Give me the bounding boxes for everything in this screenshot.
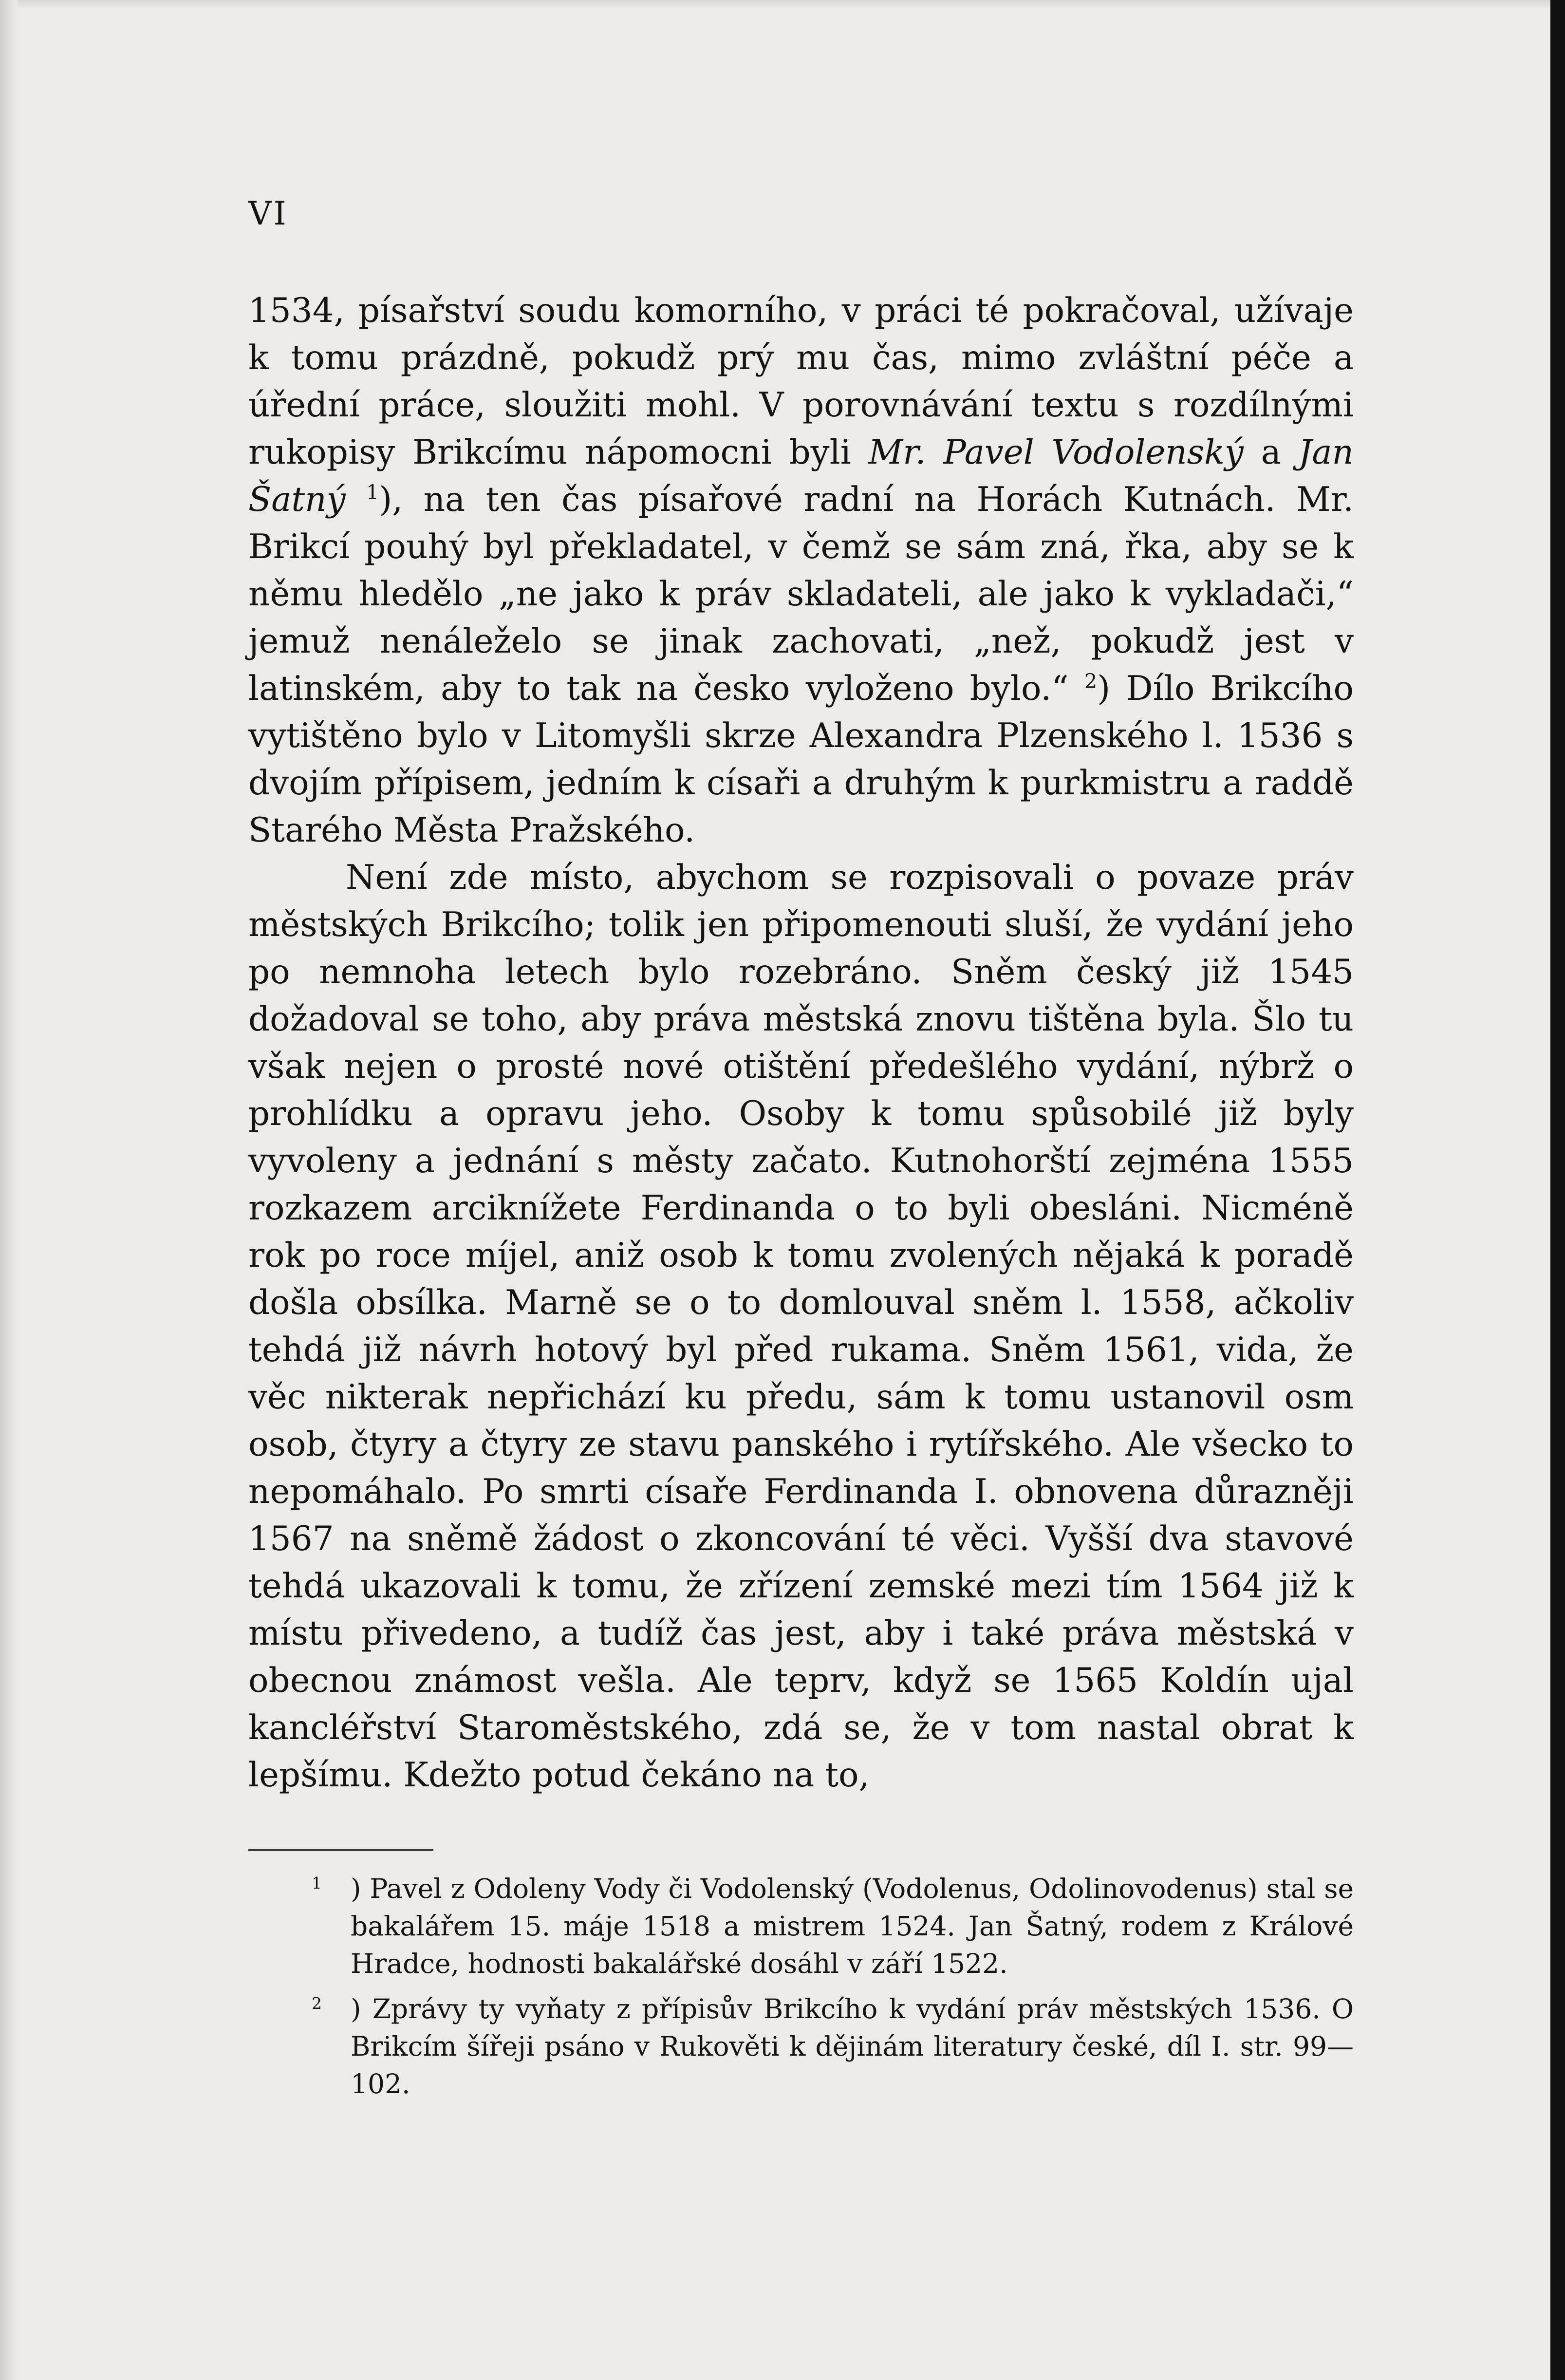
footnote-ref-2: 2 — [1084, 670, 1098, 693]
paragraph-1-text-b: a — [1243, 433, 1299, 472]
paragraph-1-text-a: 1534, písařství soudu komorního, v práci té pokračoval, užívaje k tomu prázdně, pokudž prý mu čas, mimo zvláštní péče a úřední práce, sloužiti mohl. V porovnávání textu s rozdílnými rukopisy Brikcímu nápomocni byli — [248, 291, 1354, 472]
footnote-1: $^1$ ) Pavel z Odoleny Vody či Vodolenský (Vodolenus, Odolinovodenus) stal se bakalářem 15. máje 1518 a mistrem 1524. Jan Šatný, rodem z Králové Hradce, hodnosti bakalářské dosáhl v září 1522. — [312, 1873, 1354, 1979]
body-text — [248, 287, 1354, 1799]
footnotes — [248, 1870, 1354, 2111]
footnote-divider — [248, 1849, 433, 1851]
footnote-2: $^2$ ) Zprávy ty vyňaty z přípisův Brikcího k vydání práv městských 1536. O Brikcím šířeji psáno v Rukověti k dějinám literatury české, díl I. str. 99—102. — [312, 1993, 1354, 2099]
paragraph-1-text-c: ), na ten čas písařové radní na Horách Kutnách. Mr. Brikcí pouhý byl překladatel, v čemž se sám zná, řka, aby se k němu hledělo „ne jako k práv skladateli, ale jako k vykladači,“ jemuž nenáleželo se jinak zachovati, „než, pokudž jest v latinském, aby to tak na česko vyloženo bylo.“ — [248, 480, 1354, 708]
footnote-ref-1: 1 — [366, 481, 379, 504]
paragraph-2: Není zde místo, abychom se rozpisovali o povaze práv městských Brikcího; tolik jen připomenouti sluší, že vydání jeho po nemnoha letech bylo rozebráno. Sněm český již 1545 dožadoval se toho, aby práva městská znovu tištěna byla. Šlo tu však nejen o prosté nové otištění předešlého vydání, nýbrž o prohlídku a opravu jeho. Osoby k tomu spůsobilé již byly vyvoleny a jednání s městy začato. Kutnohorští zejména 1555 rozkazem arciknížete Ferdinanda o to byli obesláni. Nicméně rok po roce míjel, aniž osob k tomu zvolených nějaká k poradě došla obsílka. Marně se o to domlouval sněm l. 1558, ačkoliv tehdá již návrh hotový byl před rukama. Sněm 1561, vida, že věc nikterak nepřichází ku předu, sám k tomu ustanovil osm osob, čtyry a čtyry ze stavu panského i rytířského. Ale všecko to nepomáhalo. Po smrti císaře Ferdinanda I. obnovena důrazněji 1567 na sněmě žádost o zkoncování té věci. Vyšší dva stavové tehdá ukazovali k tomu, že zřízení zemské mezi tím 1564 již k místu přivedeno, a tudíž čas jest, aby i také práva městská v obecnou známost vešla. Ale teprv, když se 1565 Koldín ujal kancléřství Staroměstského, zdá se, že v tom nastal obrat k lepšímu. Kdežto potud čekáno na to, — [248, 858, 1354, 1795]
footnote-1-text: ) Pavel z Odoleny Vody či Vodolenský (Vodolenus, Odolinovodenus) stal se bakalářem 15. máje 1518 a mistrem 1524. Jan Šatný, rodem z Králové Hradce, hodnosti bakalářské dosáhl v září 1522. — [351, 1873, 1354, 1979]
footnote-2-text: ) Zprávy ty vyňaty z přípisův Brikcího k vydání práv městských 1536. O Brikcím šířeji psáno v Rukověti k dějinám literatury české, díl I. str. 99—102. — [351, 1993, 1354, 2099]
person-name-vodolensky: Mr. Pavel Vodolenský — [868, 433, 1244, 472]
page-edge-left — [0, 0, 18, 2380]
paragraph-1-text-d: ) Dílo Brikcího vytištěno bylo v Litomyšli skrze Alexandra Plzenského l. 1536 s dvojím přípisem, jedním k císaři a druhým k purkmistru a raddě Starého Města Pražského. — [248, 669, 1354, 850]
page-number: VI — [248, 195, 288, 232]
page-edge-top — [0, 0, 1565, 9]
person-name-satny: Jan Šatný — [248, 433, 1354, 519]
paragraph-1 — [248, 287, 1354, 854]
scan-border-right — [1550, 0, 1565, 2380]
